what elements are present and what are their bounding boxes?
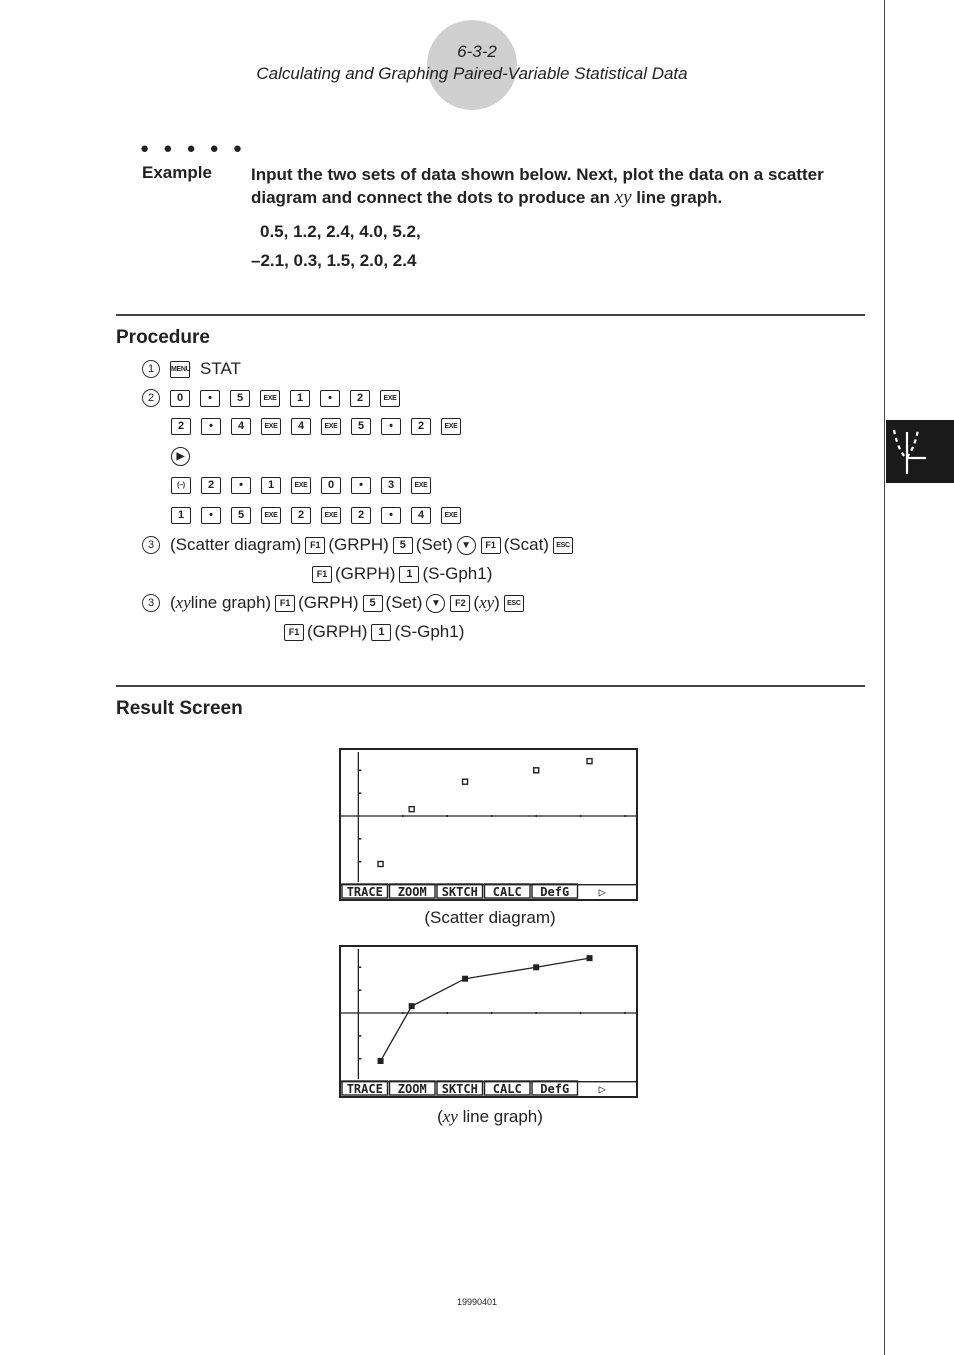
data-point bbox=[378, 1058, 384, 1064]
key-1: 1 bbox=[290, 390, 310, 407]
key-2: 2 bbox=[171, 418, 191, 435]
line-screen bbox=[339, 945, 638, 1098]
step-3-scatter-row-1 bbox=[142, 535, 583, 555]
step-3-scatter-row-2 bbox=[312, 564, 492, 584]
menu-tab-defg: DefG bbox=[540, 1082, 570, 1096]
down-arrow-key-icon: ▼ bbox=[457, 536, 476, 555]
step-2-row-2 bbox=[171, 418, 471, 435]
key-4: 4 bbox=[291, 418, 311, 435]
key-1: 1 bbox=[171, 507, 191, 524]
data-point bbox=[587, 759, 592, 764]
menu-tab-zoom: ZOOM bbox=[397, 885, 427, 899]
example-label: Example bbox=[142, 163, 212, 182]
grph-label: (GRPH) bbox=[298, 593, 359, 612]
step-2-row-4 bbox=[171, 477, 441, 494]
key-0: 0 bbox=[321, 477, 341, 494]
label-close: line graph) bbox=[190, 593, 272, 612]
key-3: 3 bbox=[381, 477, 401, 494]
step-number: 3 bbox=[142, 536, 160, 554]
key-5: 5 bbox=[230, 390, 250, 407]
step-3-line-row-1 bbox=[142, 593, 534, 613]
step-1 bbox=[142, 359, 241, 379]
footer-code: 19990401 bbox=[456, 1297, 498, 1307]
key-exe: EXE bbox=[261, 418, 281, 435]
grph-label: (GRPH) bbox=[307, 622, 368, 641]
menu-tab-calc: CALC bbox=[492, 1082, 522, 1096]
xy-math: xy bbox=[479, 593, 495, 612]
scatter-chart bbox=[341, 750, 636, 899]
key-f1: F1 bbox=[305, 537, 325, 554]
menu-tab-sktch: SKTCH bbox=[441, 885, 478, 899]
data-row-y: –2.1, 0.3, 1.5, 2.0, 2.4 bbox=[251, 251, 417, 270]
menu-tab-defg: DefG bbox=[540, 885, 570, 899]
section-divider bbox=[116, 314, 865, 316]
key-f2: F2 bbox=[450, 595, 470, 612]
menu-bar-top bbox=[341, 1081, 636, 1082]
key-2: 2 bbox=[411, 418, 431, 435]
page-number: 6-3-2 bbox=[457, 42, 497, 61]
key-exe: EXE bbox=[321, 507, 341, 524]
series-line bbox=[381, 958, 590, 1061]
step-1-text: STAT bbox=[200, 359, 241, 378]
data-point bbox=[409, 807, 414, 812]
menu-tab-zoom: ZOOM bbox=[397, 1082, 427, 1096]
line-caption-open: ( bbox=[437, 1107, 443, 1126]
key-exe: EXE bbox=[411, 477, 431, 494]
key-dot: • bbox=[201, 507, 221, 524]
xy-close: ) bbox=[494, 593, 500, 612]
key-4: 4 bbox=[231, 418, 251, 435]
data-point bbox=[378, 862, 383, 867]
grph-label: (GRPH) bbox=[335, 564, 396, 583]
example-dots: ● ● ● ● ● bbox=[140, 140, 247, 157]
key-exe: EXE bbox=[321, 418, 341, 435]
key-0: 0 bbox=[170, 390, 190, 407]
key-exe: EXE bbox=[291, 477, 311, 494]
sgph-label: (S-Gph1) bbox=[394, 622, 465, 641]
key-1: 1 bbox=[371, 624, 391, 641]
key-exe: EXE bbox=[260, 390, 280, 407]
section-divider bbox=[116, 685, 865, 687]
key-1: 1 bbox=[261, 477, 281, 494]
key-dot: • bbox=[351, 477, 371, 494]
line-caption bbox=[0, 1107, 954, 1127]
key-exe: EXE bbox=[441, 418, 461, 435]
step-2-row-3 bbox=[171, 447, 200, 466]
data-point bbox=[587, 955, 593, 961]
key-dot: • bbox=[200, 390, 220, 407]
example-text-part2: line graph. bbox=[631, 188, 723, 207]
grph-label: (GRPH) bbox=[328, 535, 389, 554]
data-point bbox=[534, 768, 539, 773]
menu-tab-calc: CALC bbox=[492, 885, 522, 899]
example-text bbox=[251, 163, 851, 209]
label-open: ( bbox=[170, 593, 176, 612]
data-point bbox=[533, 964, 539, 970]
key-2: 2 bbox=[351, 507, 371, 524]
label-math: xy bbox=[175, 593, 191, 612]
data-point bbox=[409, 1003, 415, 1009]
data-point bbox=[462, 976, 468, 982]
key-dot: • bbox=[201, 418, 221, 435]
result-screen-title: Result Screen bbox=[116, 698, 243, 719]
page-edge-line bbox=[884, 0, 885, 1355]
key-4: 4 bbox=[411, 507, 431, 524]
key-f1: F1 bbox=[481, 537, 501, 554]
key-5: 5 bbox=[231, 507, 251, 524]
step-2-row-1 bbox=[142, 389, 410, 407]
scatter-caption: (Scatter diagram) bbox=[424, 908, 556, 927]
data-point bbox=[463, 779, 468, 784]
key-5: 5 bbox=[393, 537, 413, 554]
key-dot: • bbox=[231, 477, 251, 494]
step-number: 2 bbox=[142, 389, 160, 407]
example-text-part1: Input the two sets of data shown below. Next, plot the data on a scatter diagram and connect the dots to produce an bbox=[251, 165, 824, 207]
down-arrow-key-icon: ▼ bbox=[426, 594, 445, 613]
step-3-line-row-2 bbox=[284, 622, 464, 642]
key-exe: EXE bbox=[380, 390, 400, 407]
key-esc: ESC bbox=[553, 537, 573, 554]
menu-tab-sktch: SKTCH bbox=[441, 1082, 478, 1096]
step-3-scatter-label: (Scatter diagram) bbox=[170, 535, 302, 554]
key-exe: EXE bbox=[261, 507, 281, 524]
menu-bar-top bbox=[341, 884, 636, 885]
key-2: 2 bbox=[201, 477, 221, 494]
menu-tab-trace: TRACE bbox=[346, 885, 383, 899]
xy-open: ( bbox=[473, 593, 480, 612]
set-label: (Set) bbox=[415, 535, 453, 554]
key-dot: • bbox=[320, 390, 340, 407]
menu-tab-▷: ▷ bbox=[598, 885, 606, 899]
step-2-row-5 bbox=[171, 507, 471, 524]
menu-tab-trace: TRACE bbox=[346, 1082, 383, 1096]
key-2: 2 bbox=[350, 390, 370, 407]
right-arrow-key-icon: ▶ bbox=[171, 447, 190, 466]
data-row-x: 0.5, 1.2, 2.4, 4.0, 5.2, bbox=[260, 222, 421, 241]
scatter-screen bbox=[339, 748, 638, 901]
stat-chapter-icon bbox=[886, 420, 954, 483]
procedure-title: Procedure bbox=[116, 327, 210, 348]
key-negative: (–) bbox=[171, 477, 191, 494]
key-exe: EXE bbox=[441, 507, 461, 524]
key-dot: • bbox=[381, 507, 401, 524]
sgph-label: (S-Gph1) bbox=[422, 564, 493, 583]
key-f1: F1 bbox=[275, 595, 295, 612]
key-2: 2 bbox=[291, 507, 311, 524]
key-esc: ESC bbox=[504, 595, 524, 612]
chapter-tab bbox=[886, 420, 954, 483]
menu-tab-▷: ▷ bbox=[598, 1082, 606, 1096]
line-chart bbox=[341, 947, 636, 1096]
key-dot: • bbox=[381, 418, 401, 435]
key-1: 1 bbox=[399, 566, 419, 583]
line-caption-close: line graph) bbox=[457, 1107, 543, 1126]
key-5: 5 bbox=[363, 595, 383, 612]
key-f1: F1 bbox=[312, 566, 332, 583]
scat-label: (Scat) bbox=[503, 535, 549, 554]
example-text-math: xy bbox=[614, 187, 632, 208]
set-label: (Set) bbox=[385, 593, 423, 612]
page-subtitle: Calculating and Graphing Paired-Variable Statistical Data bbox=[256, 64, 688, 83]
step-number: 3 bbox=[142, 594, 160, 612]
key-5: 5 bbox=[351, 418, 371, 435]
line-caption-math: xy bbox=[442, 1107, 458, 1126]
key-f1: F1 bbox=[284, 624, 304, 641]
menu-key: MENU bbox=[170, 361, 190, 378]
step-number: 1 bbox=[142, 360, 160, 378]
